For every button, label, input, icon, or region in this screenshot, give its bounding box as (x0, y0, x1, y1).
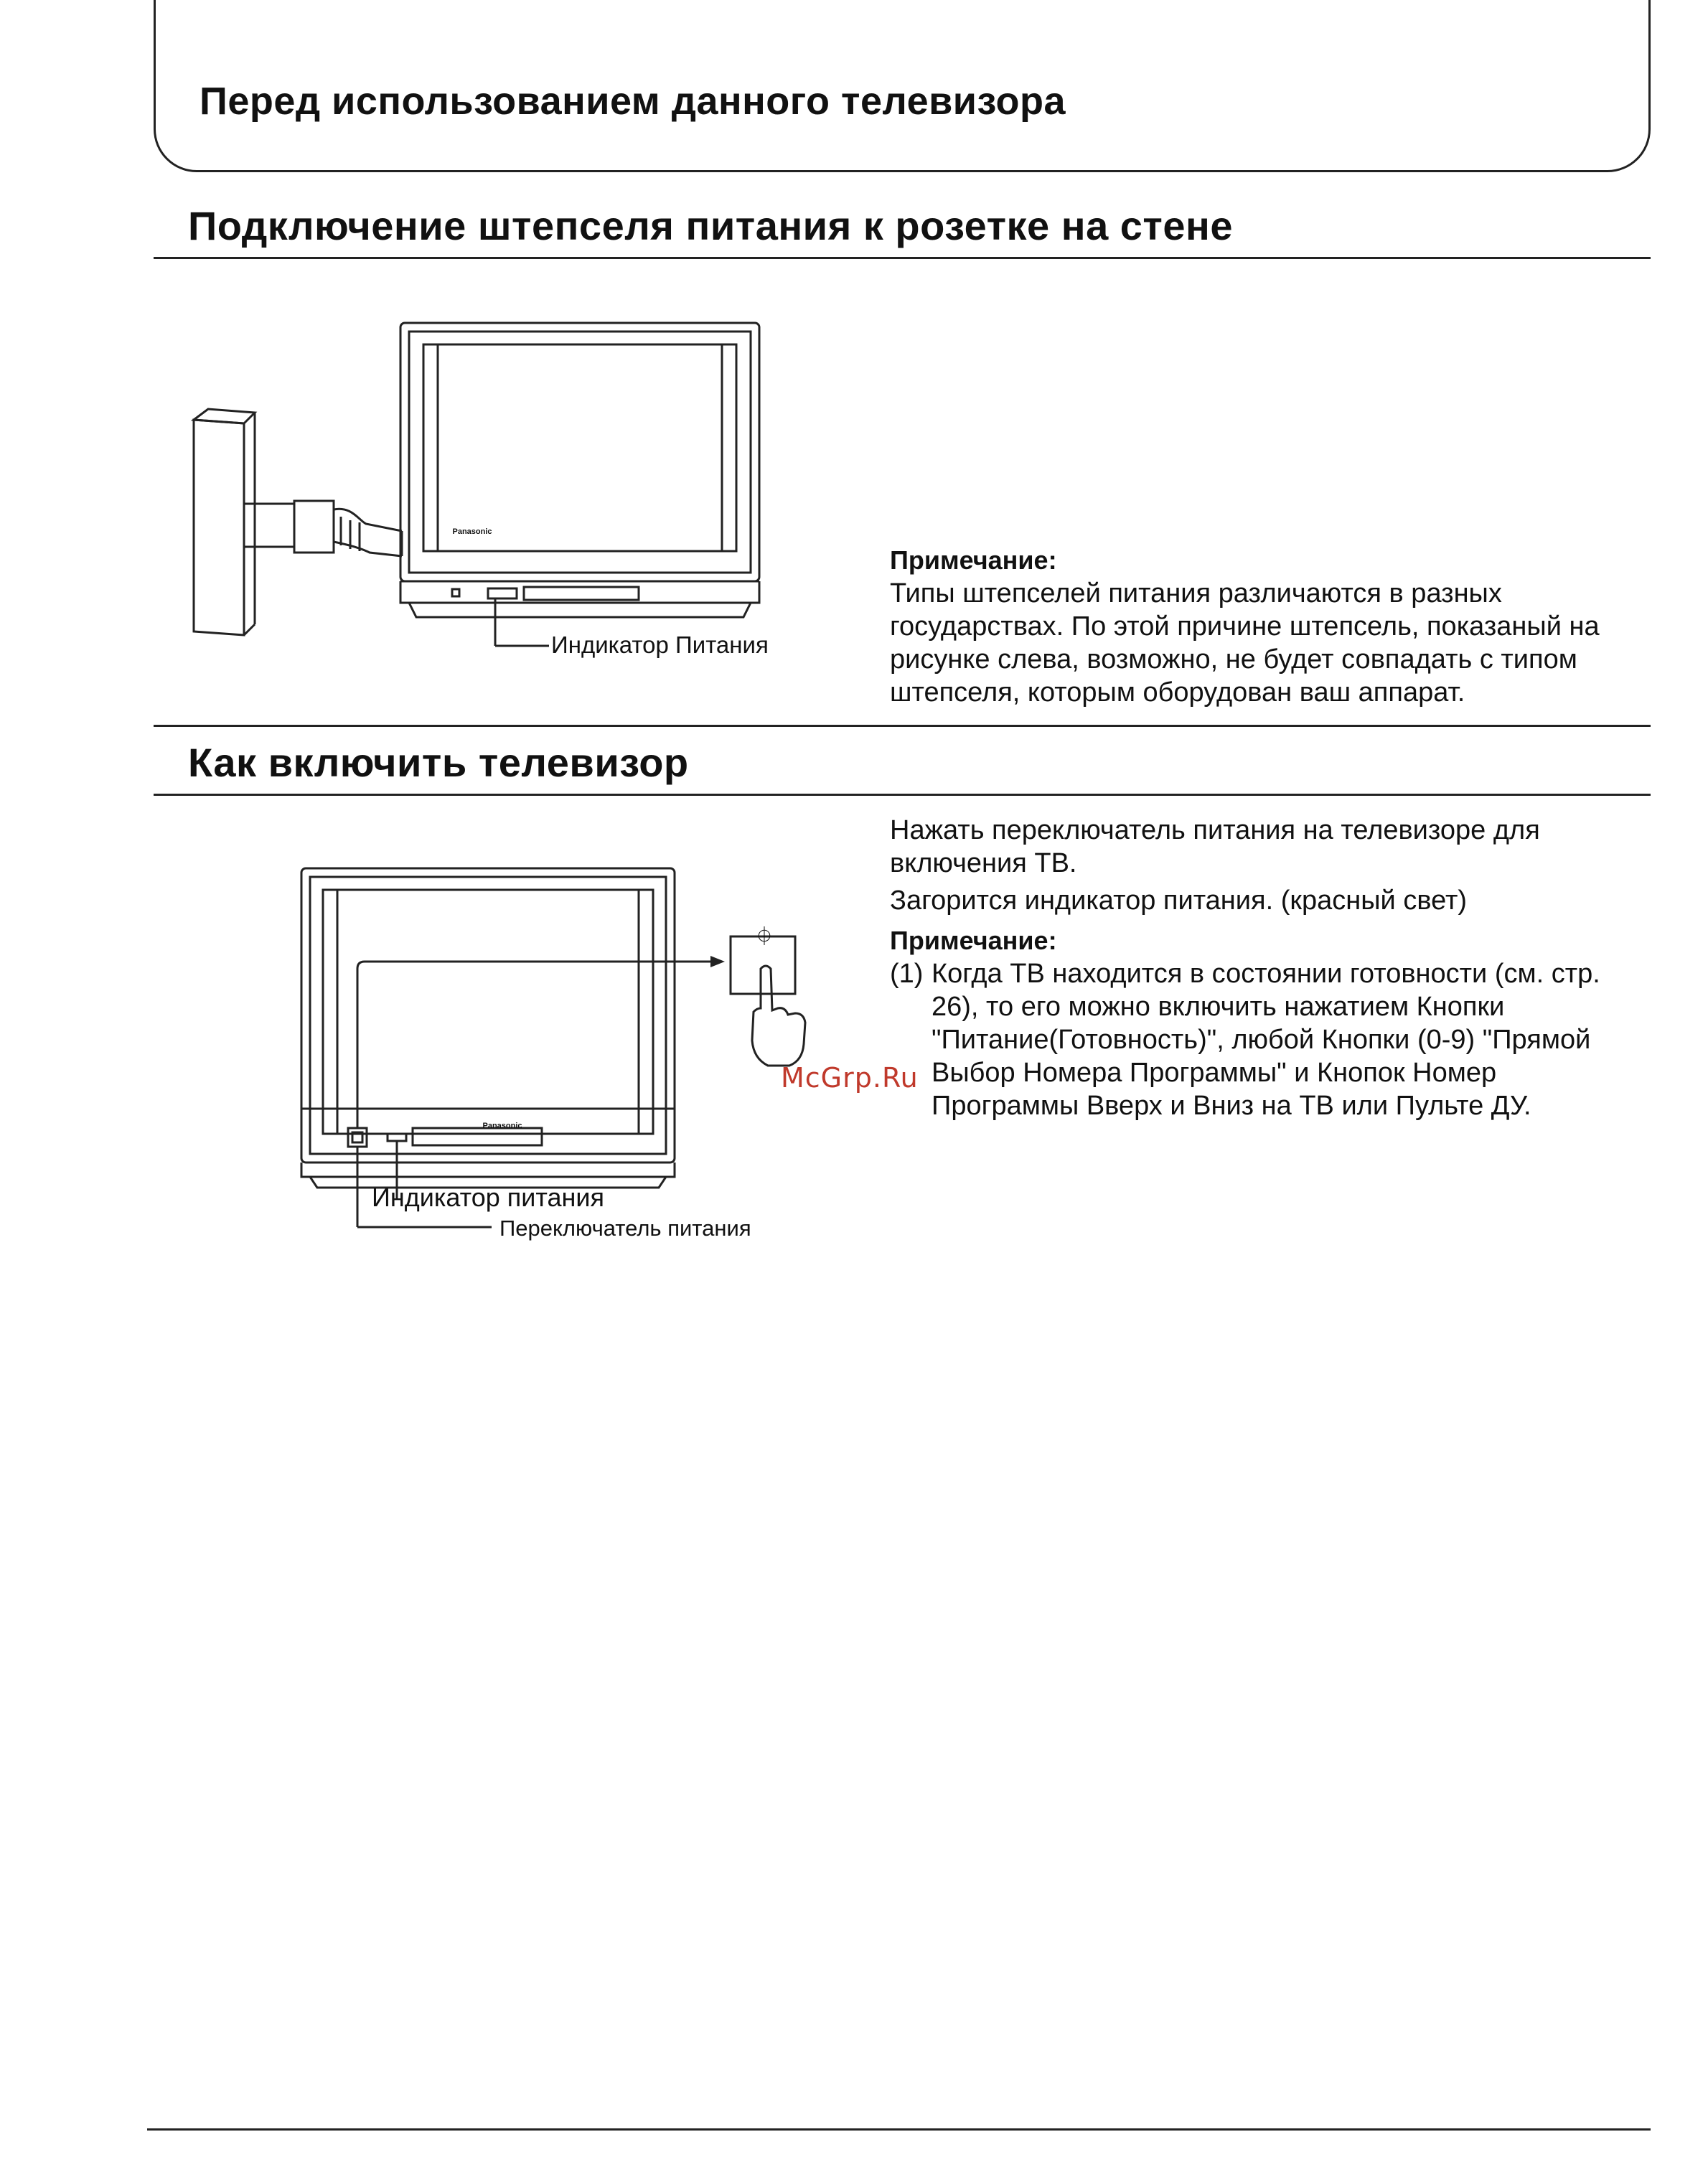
note-line: штепселя, которым оборудован ваш аппарат. (890, 677, 1465, 708)
note-line: рисунке слева, возможно, не будет совпадать с типом (890, 644, 1577, 675)
section-rule-top-1 (154, 257, 1651, 259)
page-title: Перед использованием данного телевизора (200, 80, 1066, 123)
note-item-line: Выбор Номера Программы" и Кнопок Номер (932, 1058, 1497, 1088)
note-line: государствах. По этой причине штепсель, показаный на (890, 611, 1600, 642)
power-switch-label: Переключатель питания (499, 1216, 751, 1241)
note-item-number: (1) (890, 959, 924, 989)
footer-rule (147, 2128, 1651, 2131)
section-title-plug: Подключение штепселя питания к розетке на стене (188, 203, 1233, 248)
power-indicator-label-1: Индикатор Питания (551, 631, 769, 658)
note-heading-2: Примечание: (890, 926, 1057, 955)
note-line: Типы штепселей питания различаются в разных (890, 578, 1502, 609)
note-item-line: Когда ТВ находится в состоянии готовности (см. стр. (932, 959, 1600, 989)
intro-line: включения ТВ. (890, 848, 1077, 878)
intro-line: Нажать переключатель питания на телевизоре для (890, 815, 1540, 845)
tv-plug-illustration (187, 316, 775, 646)
note-text-1 (890, 577, 1665, 709)
brand-label-2: Panasonic (482, 1122, 522, 1130)
indicator-text: Загорится индикатор питания. (красный свет) (890, 886, 1468, 916)
power-indicator-label-2: Индикатор питания (372, 1183, 604, 1212)
note-item-line: 26), то его можно включить нажатием Кнопки (932, 992, 1505, 1022)
section-rule-top-2 (154, 725, 1651, 727)
note-item-text (932, 957, 1656, 1122)
section-title-power-on: Как включить телевизор (188, 740, 689, 785)
note-heading-1: Примечание: (890, 545, 1057, 575)
note-item-line: "Питание(Готовность)", любой Кнопки (0-9) "Прямой (932, 1025, 1591, 1055)
intro-text (890, 814, 1665, 880)
power-symbol-icon: ⏀ (754, 926, 774, 947)
tv-power-illustration (294, 861, 825, 1234)
note-item-line: Программы Вверх и Вниз на ТВ или Пульте ДУ. (932, 1091, 1531, 1121)
brand-label-1: Panasonic (452, 527, 492, 536)
section-rule-bottom-2 (154, 794, 1651, 796)
watermark: McGrp.Ru (781, 1062, 919, 1094)
